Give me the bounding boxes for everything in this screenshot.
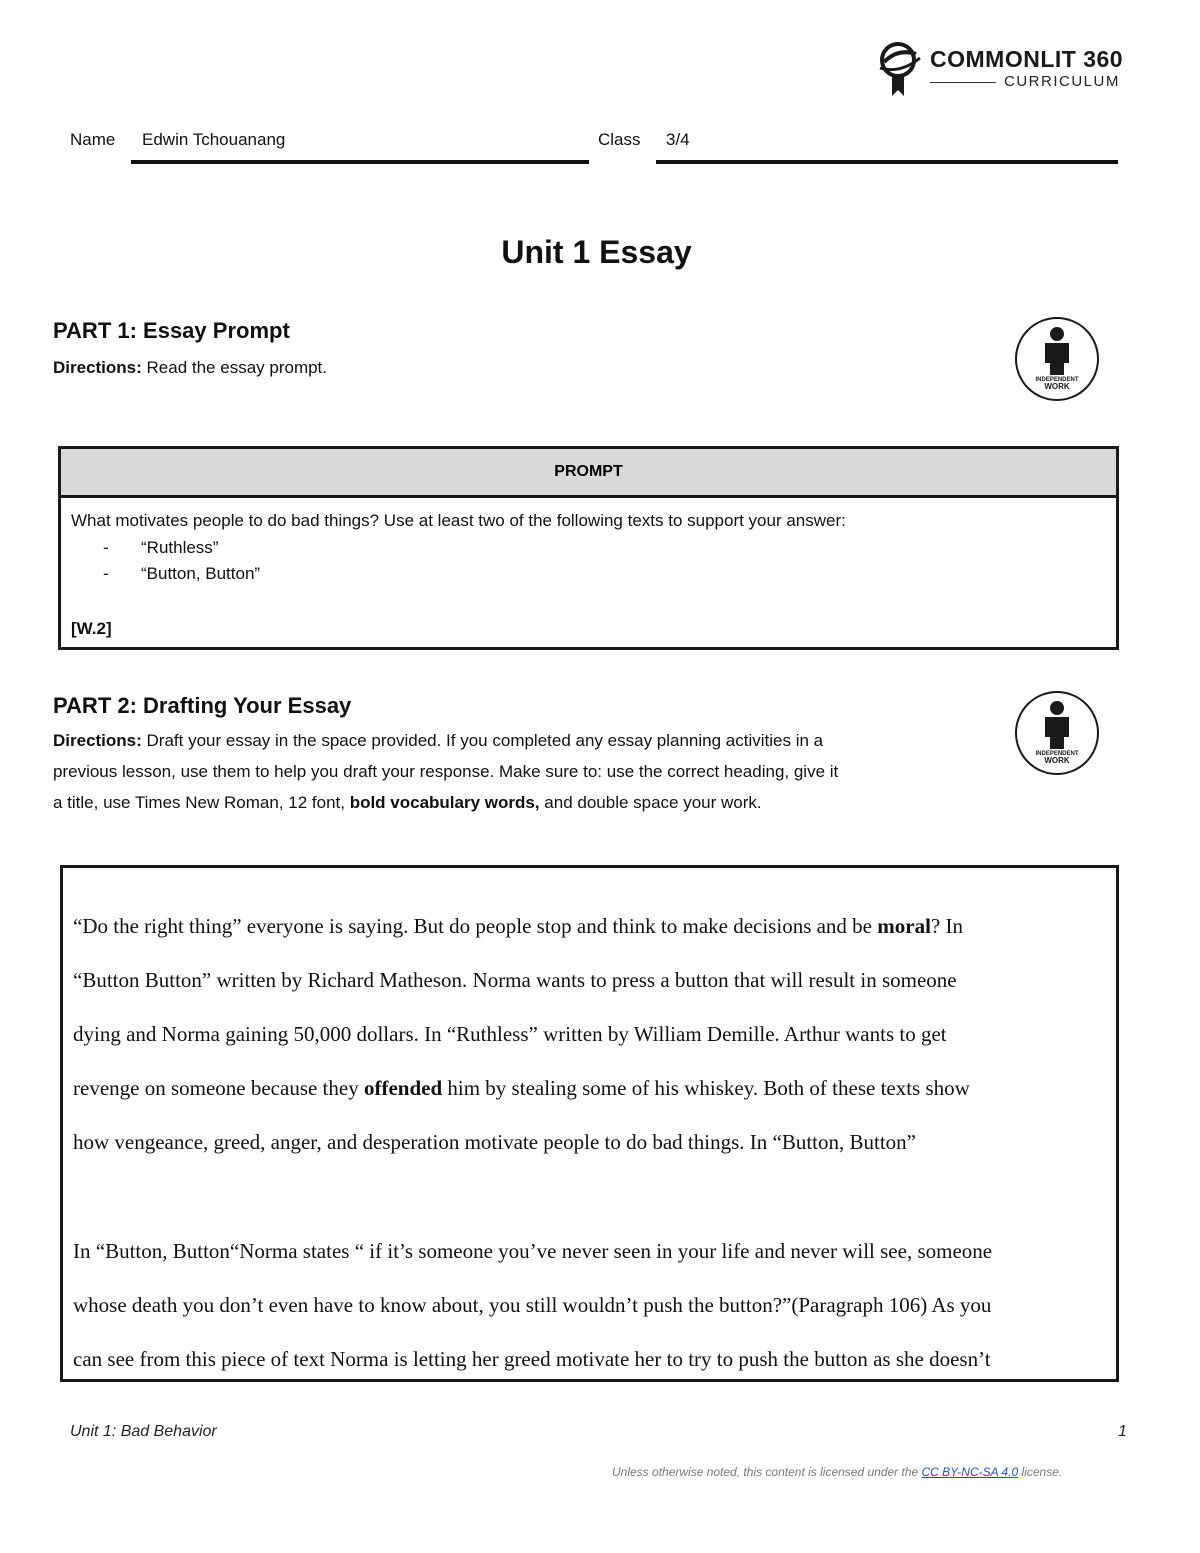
essay-line: whose death you don’t even have to know about, you still wouldn’t push the button?”(Paragraph 106) As you (73, 1293, 992, 1317)
part1-heading: PART 1: Essay Prompt (53, 318, 290, 343)
license-link[interactable]: CC BY-NC-SA 4.0 (921, 1465, 1019, 1479)
footer-unit: Unit 1: Bad Behavior (70, 1423, 217, 1440)
person-icon (1017, 319, 1097, 399)
license-notice: Unless otherwise noted, this content is licensed under the CC BY-NC-SA 4.0 license. (612, 1465, 1063, 1479)
page-number: 1 (1118, 1423, 1127, 1440)
essay-line: revenge on someone because they offended him by stealing some of his whiskey. Both of these texts show (73, 1076, 970, 1100)
prompt-text-item: - “Ruthless” (103, 538, 219, 557)
prompt-table (58, 446, 1119, 650)
page-title: Unit 1 Essay (501, 234, 692, 270)
essay-line: dying and Norma gaining 50,000 dollars. In “Ruthless” written by William Demille. Arthur wants to get (73, 1022, 947, 1046)
person-icon (1017, 693, 1097, 773)
essay-line: “Button Button” written by Richard Matheson. Norma wants to press a button that will result in someone (73, 968, 957, 992)
svg-text:WORK: WORK (1044, 756, 1070, 765)
part2-directions: Directions: Draft your essay in the space provided. If you completed any essay planning activities in a previous lesson, use them to help you draft your response. Make sure to: use the correct heading, give it a title, use Times New Roman, 12 font, bold vocabulary words, and double space your work. (53, 731, 839, 812)
svg-text:WORK: WORK (1044, 382, 1070, 391)
essay-textarea[interactable] (60, 865, 1119, 1382)
independent-work-badge (1015, 317, 1099, 401)
essay-line: how vengeance, greed, anger, and desperation motivate people to do bad things. In “Button, Button” (73, 1130, 917, 1154)
logo-divider (930, 82, 996, 83)
commonlit-logo-icon (876, 40, 924, 98)
essay-line: can see from this piece of text Norma is letting her greed motivate her to try to push the button as she doesn’t (73, 1347, 991, 1371)
name-label: Name (70, 130, 116, 149)
prompt-header: PROMPT (61, 449, 1116, 498)
class-label: Class (598, 130, 641, 149)
name-underline (131, 160, 589, 164)
independent-work-badge (1015, 691, 1099, 775)
logo-brand: COMMONLIT 360 (930, 46, 1124, 72)
part1-directions: Directions: Read the essay prompt. (53, 358, 328, 377)
prompt-text-item: - “Button, Button” (103, 564, 261, 583)
part2-heading: PART 2: Drafting Your Essay (53, 693, 352, 718)
prompt-standard: [W.2] (71, 619, 112, 638)
svg-text:INDEPENDENT: INDEPENDENT (1035, 751, 1079, 757)
essay-line: “Do the right thing” everyone is saying. But do people stop and think to make decisions and be moral? In (73, 914, 963, 938)
name-field[interactable]: Edwin Tchouanang (142, 130, 286, 149)
svg-text:INDEPENDENT: INDEPENDENT (1035, 377, 1079, 383)
logo-subtitle: CURRICULUM (1004, 73, 1120, 90)
essay-line: In “Button, Button“Norma states “ if it’s someone you’ve never seen in your life and never will see, someone (73, 1239, 993, 1263)
class-field[interactable]: 3/4 (666, 130, 690, 149)
prompt-question: What motivates people to do bad things? Use at least two of the following texts to support your answer: (71, 511, 846, 530)
class-underline (656, 160, 1118, 164)
